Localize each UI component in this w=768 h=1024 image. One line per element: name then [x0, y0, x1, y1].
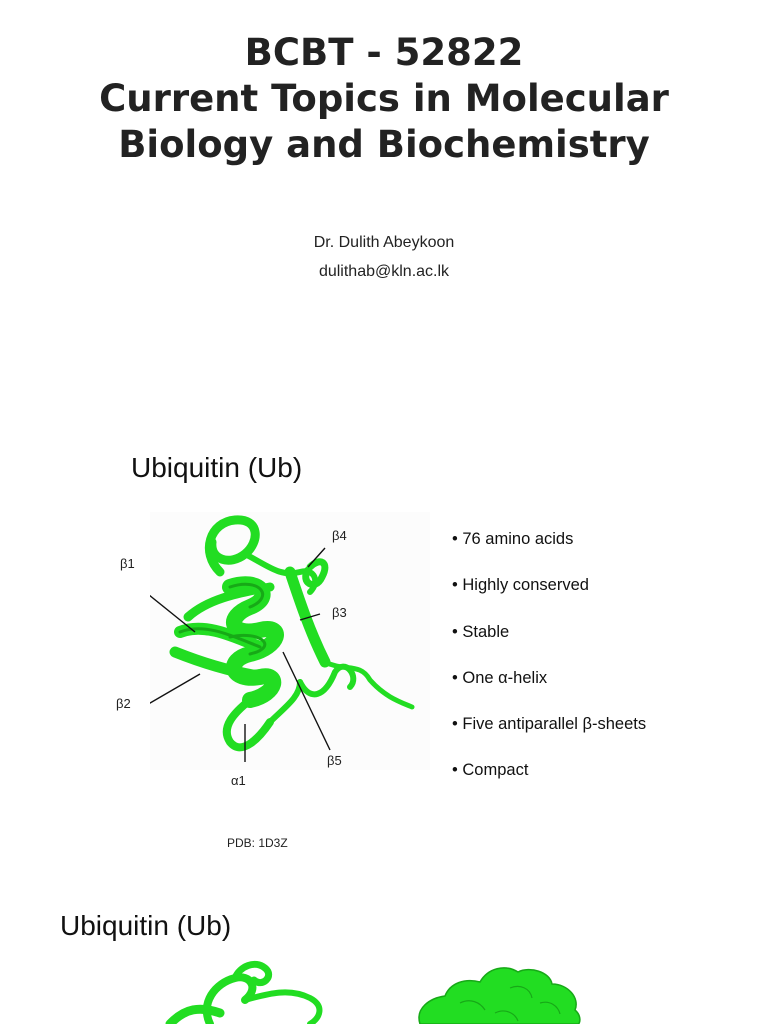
- list-item: • Compact: [452, 747, 646, 793]
- slide-heading: Ubiquitin (Ub): [131, 452, 303, 483]
- list-item: • Five antiparallel β-sheets: [452, 701, 646, 747]
- ubiquitin-surface-partial: [400, 958, 600, 1024]
- label-beta2: β2: [116, 696, 131, 711]
- label-beta4: β4: [332, 528, 347, 543]
- title-line-1: BCBT - 52822: [244, 31, 524, 74]
- title-line-2: Current Topics in Molecular: [99, 77, 669, 120]
- author-email: dulithab@kln.ac.lk: [318, 263, 450, 280]
- ubiquitin-ribbon-image: [150, 512, 430, 770]
- pdb-caption: PDB: 1D3Z: [227, 836, 288, 850]
- label-beta3: β3: [332, 605, 347, 620]
- list-item: • Stable: [452, 609, 646, 655]
- title-slide: [0, 0, 768, 400]
- label-alpha1: α1: [231, 773, 246, 788]
- author-block: [0, 228, 768, 286]
- list-item: • 76 amino acids: [452, 516, 646, 562]
- ubiquitin-ribbon-image-small: [150, 958, 340, 1024]
- ubiquitin-facts-list: [452, 516, 646, 794]
- ubiquitin-ribbon-diagram: [150, 512, 430, 770]
- label-beta1: β1: [120, 556, 135, 571]
- slide-title: [0, 30, 768, 168]
- ubiquitin-ribbon-partial: [150, 958, 340, 1024]
- author-name: Dr. Dulith Abeykoon: [313, 234, 455, 251]
- slide-heading: Ubiquitin (Ub): [60, 910, 232, 941]
- list-item: • One α-helix: [452, 655, 646, 701]
- title-line-3: Biology and Biochemistry: [118, 123, 650, 166]
- ubiquitin-surface-image: [400, 958, 600, 1024]
- label-beta5: β5: [327, 753, 342, 768]
- list-item: • Highly conserved: [452, 562, 646, 608]
